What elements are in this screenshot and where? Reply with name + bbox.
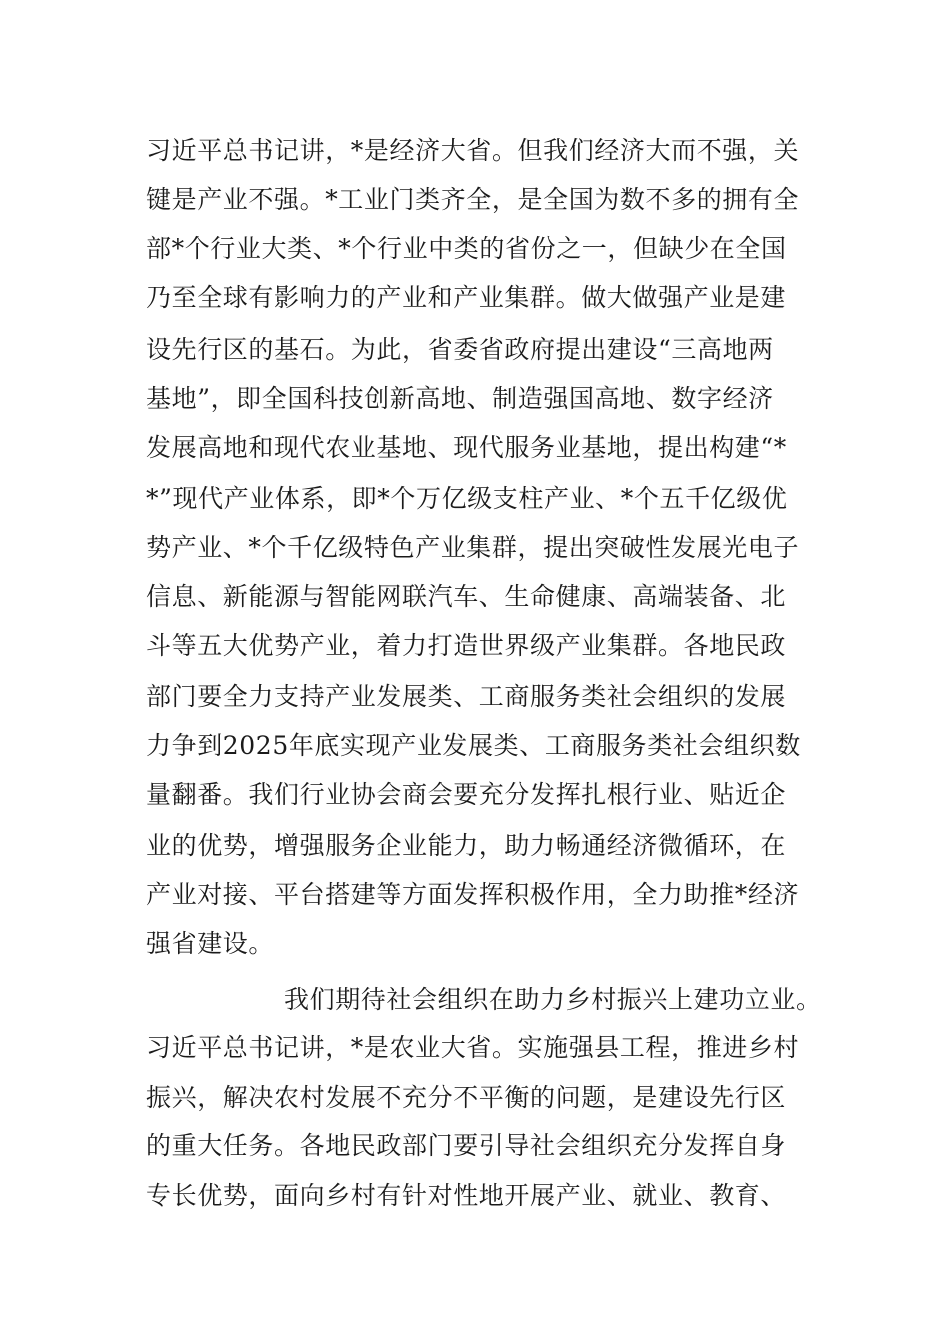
paragraph-line: 强省建设。 [146,929,275,958]
paragraph-line: 部*个行业大类、*个行业中类的省份之一，但缺少在全国 [146,234,787,263]
paragraph-line: 的重大任务。各地民政部门要引导社会组织充分发挥自身 [146,1131,787,1160]
paragraph-line: 发展高地和现代农业基地、现代服务业基地，提出构建“* [146,433,787,462]
paragraph-line: 势产业、*个千亿级特色产业集群，提出突破性发展光电子 [146,533,800,562]
paragraph-line: 键是产业不强。*工业门类齐全，是全国为数不多的拥有全 [146,185,800,214]
paragraph-line: 斗等五大优势产业，着力打造世界级产业集群。各地民政 [146,631,787,660]
paragraph-line: 基地”，即全国科技创新高地、制造强国高地、数字经济 [146,384,774,413]
paragraph-line: 设先行区的基石。为此，省委省政府提出建设“三高地两 [146,335,774,364]
paragraph-line: 习近平总书记讲，*是经济大省。但我们经济大而不强，关 [146,136,800,165]
paragraph-line: 乃至全球有影响力的产业和产业集群。做大做强产业是建 [146,283,787,312]
paragraph-line: 部门要全力支持产业发展类、工商服务类社会组织的发展 [146,682,787,711]
paragraph-line: 产业对接、平台搭建等方面发挥积极作用，全力助推*经济 [146,880,800,909]
paragraph-line: 专长优势，面向乡村有针对性地开展产业、就业、教育、 [146,1181,787,1210]
paragraph-line: *”现代产业体系，即*个万亿级支柱产业、*个五千亿级优 [146,484,788,513]
paragraph-line: 信息、新能源与智能网联汽车、生命健康、高端装备、北 [146,582,787,611]
paragraph-line: 力争到2025年底实现产业发展类、工商服务类社会组织数 [146,731,801,760]
paragraph-line: 振兴，解决农村发展不充分不平衡的问题，是建设先行区 [146,1083,787,1112]
paragraph-line: 业的优势，增强服务企业能力，助力畅通经济微循环，在 [146,831,787,860]
paragraph-heading: 我们期待社会组织在助力乡村振兴上建功立业。 [284,985,822,1014]
paragraph-line: 量翻番。我们行业协会商会要充分发挥扎根行业、贴近企 [146,780,787,809]
paragraph-line: 习近平总书记讲，*是农业大省。实施强县工程，推进乡村 [146,1033,800,1062]
